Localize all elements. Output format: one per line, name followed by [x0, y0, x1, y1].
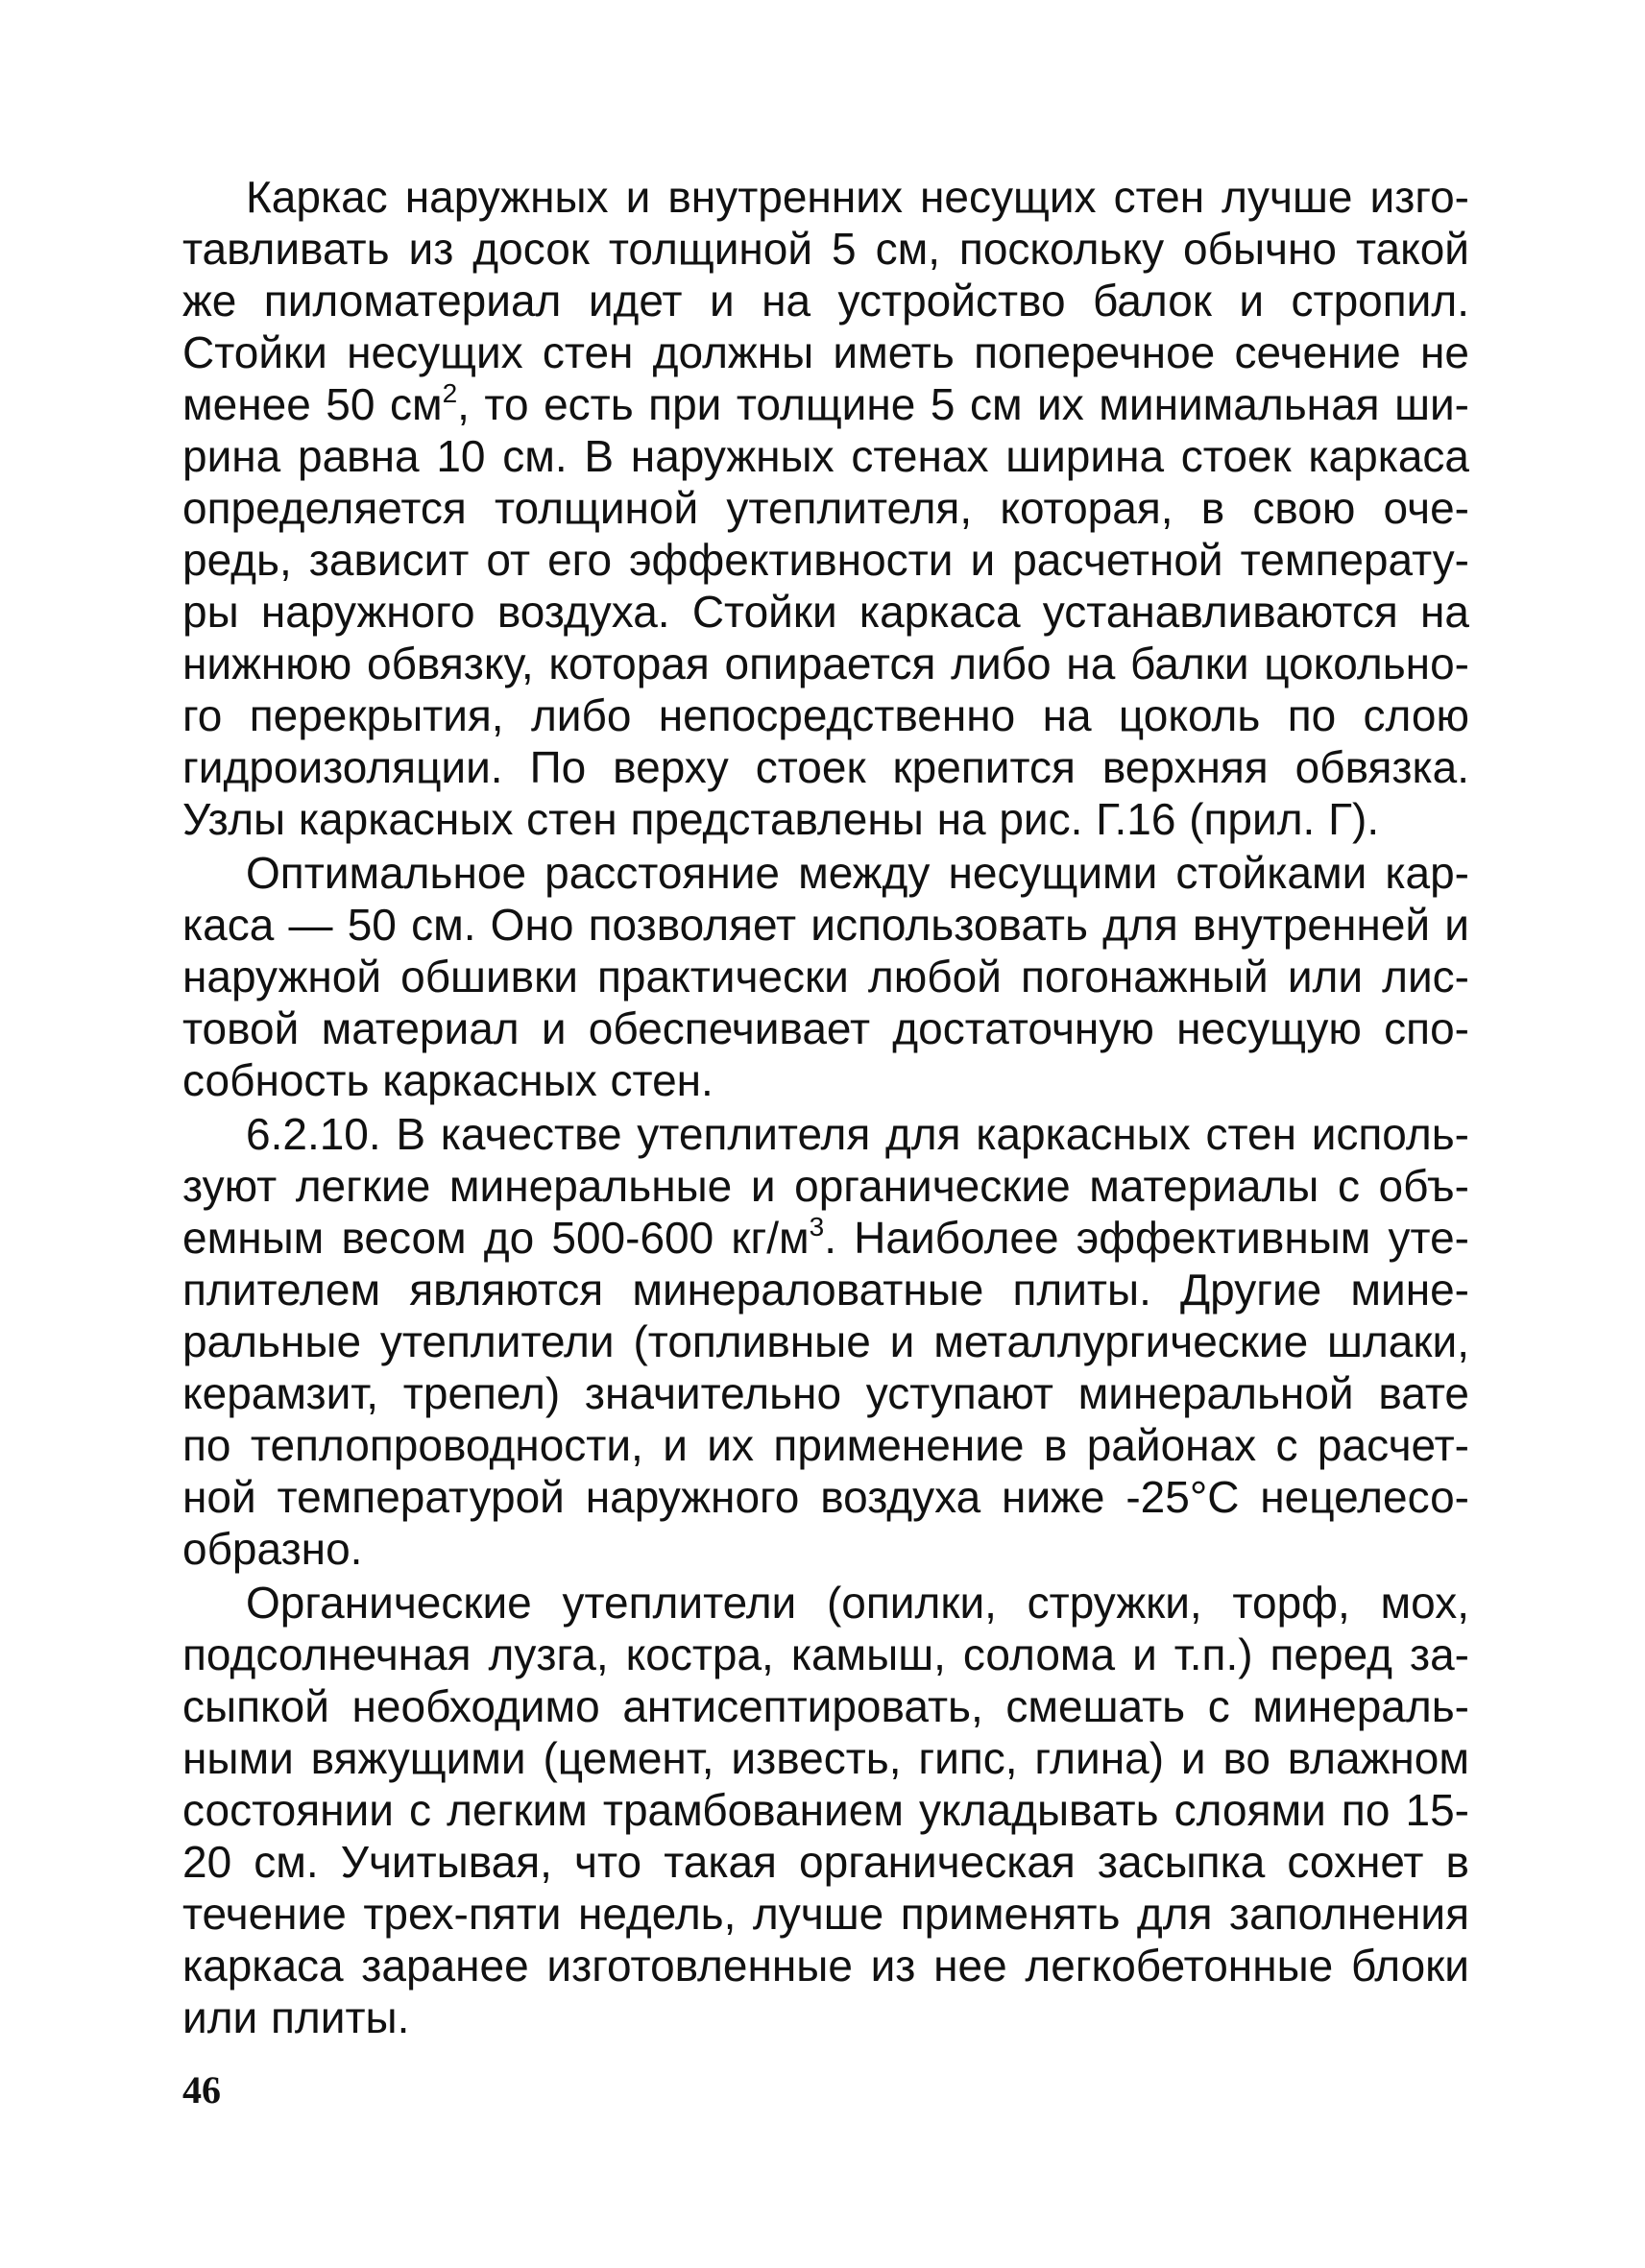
text-line: подсолнечная лузга, костра, камыш, солома и т.п.) перед за-: [182, 1629, 1469, 1679]
text-line: гидроизоляции. По верху стоек крепится верхняя обвязка.: [182, 742, 1469, 792]
text-line: зуют легкие минеральные и органические материалы с объ-: [182, 1161, 1469, 1211]
paragraph: [182, 847, 1469, 1106]
text-line: тавливать из досок толщиной 5 см, поскольку обычно такой: [182, 224, 1469, 274]
paragraph: [182, 1108, 1469, 1575]
superscript: 3: [809, 1212, 825, 1242]
text-line: [182, 1212, 1469, 1264]
text-line: ной температурой наружного воздуха ниже -25°С нецелесо-: [182, 1472, 1469, 1522]
text-segment: , то есть при толщине 5 см их минимальная ши-: [457, 379, 1469, 429]
text-line: или плиты.: [182, 1992, 410, 2042]
text-line: ральные утеплители (топливные и металлургические шлаки,: [182, 1316, 1469, 1366]
text-line: Органические утеплители (опилки, стружки, торф, мох,: [246, 1578, 1469, 1628]
text-line: плителем являются минераловатные плиты. Другие мине-: [182, 1265, 1469, 1315]
text-segment: емным весом до 500-600 кг/м: [182, 1213, 810, 1263]
text-line: же пиломатериал идет и на устройство балок и стропил.: [182, 276, 1469, 326]
page-number: 46: [182, 2068, 221, 2111]
text-line: по теплопроводности, и их применение в районах с расчет-: [182, 1420, 1469, 1470]
text-line: го перекрытия, либо непосредственно на цоколь по слою: [182, 690, 1469, 740]
paragraph: [182, 1577, 1469, 2043]
text-line: керамзит, трепел) значительно уступают минеральной вате: [182, 1368, 1469, 1418]
text-line: каркаса заранее изготовленные из нее легкобетонные блоки: [182, 1941, 1469, 1991]
text-line: Узлы каркасных стен представлены на рис. Г.16 (прил. Г).: [182, 794, 1380, 844]
text-line: товой материал и обеспечивает достаточную несущую спо-: [182, 1003, 1469, 1053]
text-line: редь, зависит от его эффективности и расчетной температу-: [182, 535, 1469, 585]
text-line: нижнюю обвязку, которая опирается либо на балки цокольно-: [182, 639, 1469, 688]
superscript: 2: [442, 378, 458, 408]
text-line: 6.2.10. В качестве утеплителя для каркасных стен исполь-: [246, 1109, 1469, 1159]
text-line: Оптимальное расстояние между несущими стойками кар-: [246, 848, 1469, 898]
text-line: состоянии с легким трамбованием укладывать слоями по 15-: [182, 1785, 1469, 1835]
body-text: [182, 171, 1469, 2045]
text-line: 20 см. Учитывая, что такая органическая засыпка сохнет в: [182, 1837, 1469, 1887]
text-line: каса — 50 см. Оно позволяет использовать для внутренней и: [182, 900, 1469, 950]
text-segment: . Наиболее эффективным уте-: [824, 1213, 1469, 1263]
text-line: Каркас наружных и внутренних несущих стен лучше изго-: [246, 172, 1469, 222]
text-line: наружной обшивки практически любой погонажный или лис-: [182, 952, 1469, 1001]
text-line: образно.: [182, 1524, 363, 1574]
text-line: определяется толщиной утеплителя, которая, в свою оче-: [182, 483, 1469, 533]
text-line: течение трех-пяти недель, лучше применять для заполнения: [182, 1889, 1469, 1939]
text-line: сыпкой необходимо антисептировать, смешать с минераль-: [182, 1681, 1469, 1731]
text-line: рина равна 10 см. В наружных стенах ширина стоек каркаса: [182, 431, 1469, 481]
text-line: ными вяжущими (цемент, известь, гипс, глина) и во влажном: [182, 1733, 1469, 1783]
paragraph: [182, 171, 1469, 845]
text-line: [182, 378, 1469, 430]
text-line: Стойки несущих стен должны иметь поперечное сечение не: [182, 327, 1469, 377]
text-line: ры наружного воздуха. Стойки каркаса устанавливаются на: [182, 587, 1469, 637]
text-line: собность каркасных стен.: [182, 1055, 714, 1105]
text-segment: менее 50 см: [182, 379, 443, 429]
